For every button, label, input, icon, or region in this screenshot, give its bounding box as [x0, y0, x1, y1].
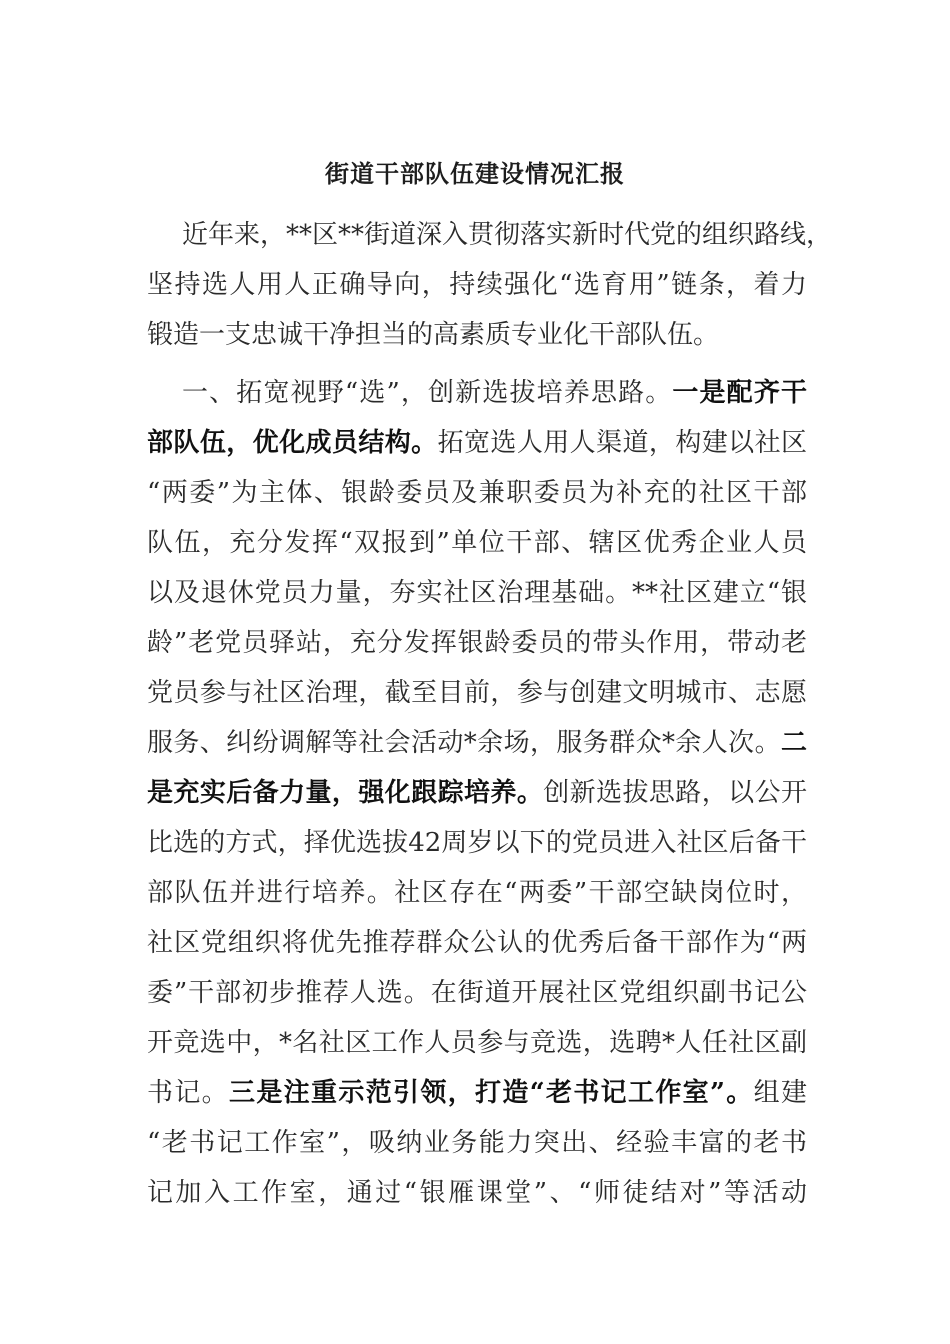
paragraph-line: 队伍，充分发挥“双报到”单位干部、辖区优秀企业人员: [147, 528, 807, 558]
paragraph-line: 委”干部初步推荐人选。在街道开展社区党组织副书记公: [147, 978, 807, 1008]
paragraph-line: 以及退休党员力量，夯实社区治理基础。**社区建立“银: [147, 578, 807, 608]
paragraph-line: “两委”为主体、银龄委员及兼职委员为补充的社区干部: [147, 478, 807, 508]
paragraph-line: 锻造一支忠诚干净担当的高素质专业化干部队伍。: [147, 320, 720, 350]
bold-subheading: 部队伍，优化成员结构。: [147, 428, 438, 458]
paragraph-line: 记加入工作室，通过“银雁课堂”、“师徒结对”等活动: [147, 1178, 807, 1208]
paragraph-line: 是充实后备力量，强化跟踪培养。创新选拔思路，以公开: [147, 778, 807, 808]
bold-subheading: 是充实后备力量，强化跟踪培养。: [147, 778, 544, 808]
paragraph-line: 党员参与社区治理，截至目前，参与创建文明城市、志愿: [147, 678, 807, 708]
section-heading: 一、拓宽视野“选”，创新选拔培养思路。: [182, 378, 673, 408]
bold-subheading: 二: [780, 728, 807, 758]
bold-subheading: 一是配齐干: [672, 378, 807, 408]
paragraph-line: “老书记工作室”，吸纳业务能力突出、经验丰富的老书: [147, 1128, 807, 1158]
paragraph-line: 近年来，**区**街道深入贯彻落实新时代党的组织路线，: [182, 220, 833, 250]
paragraph-line: 社区党组织将优先推荐群众公认的优秀后备干部作为“两: [147, 928, 807, 958]
paragraph-line: 比选的方式，择优选拔42周岁以下的党员进入社区后备干: [147, 828, 807, 858]
bold-subheading: 三是注重示范引领，打造“老书记工作室”。: [229, 1078, 754, 1108]
paragraph-line: 龄”老党员驿站，充分发挥银龄委员的带头作用，带动老: [147, 628, 807, 658]
paragraph-line: 坚持选人用人正确导向，持续强化“选育用”链条，着力: [147, 270, 807, 300]
document-title: 街道干部队伍建设情况汇报: [325, 159, 625, 188]
paragraph-line: [182, 368, 807, 418]
paragraph-line: 部队伍，优化成员结构。拓宽选人用人渠道，构建以社区: [147, 428, 807, 458]
paragraph-line: 开竞选中，*名社区工作人员参与竞选，选聘*人任社区副: [147, 1028, 807, 1058]
paragraph-line: 服务、纠纷调解等社会活动*余场，服务群众*余人次。二: [147, 728, 807, 758]
paragraph-line: 部队伍并进行培养。社区存在“两委”干部空缺岗位时，: [147, 878, 807, 908]
paragraph-line: 书记。三是注重示范引领，打造“老书记工作室”。组建: [147, 1078, 807, 1108]
